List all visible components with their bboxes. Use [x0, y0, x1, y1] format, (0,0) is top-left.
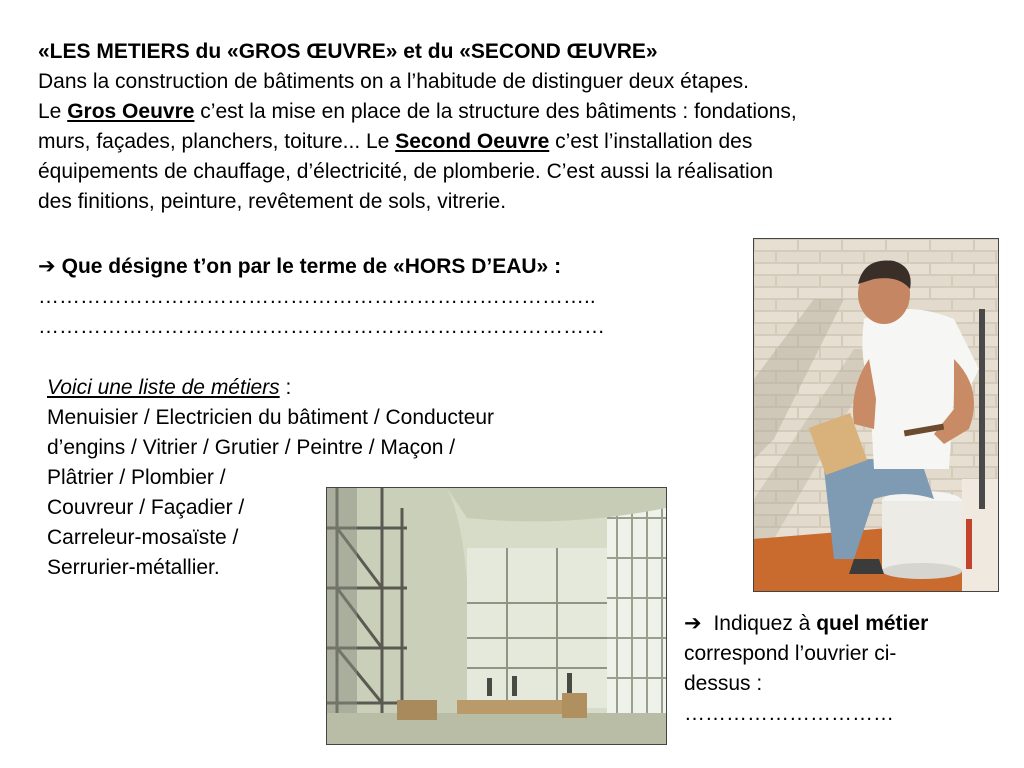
intro-paragraph [38, 37, 978, 217]
intro-line-3 [38, 127, 978, 157]
gros-oeuvre-term: Gros Oeuvre [67, 100, 195, 123]
job-list-line: Serrurier-métallier. [47, 556, 220, 579]
job-list-line: Carreleur-mosaïste / [47, 526, 239, 549]
job-list-heading-suffix: : [279, 376, 292, 399]
arrow-right-icon: ➔ [684, 612, 702, 635]
job-list-heading-line [47, 373, 647, 403]
job-list-line: Menuisier / Electricien du bâtiment / Conducteur [47, 406, 495, 429]
intro-line-5: des finitions, peinture, revêtement de sols, vitrerie. [38, 190, 507, 213]
question-hors-deau [38, 252, 738, 342]
building-interior-photo [326, 487, 667, 745]
page-title: «LES METIERS du «GROS ŒUVRE» et du «SECOND ŒUVRE» [38, 40, 658, 63]
question-2-line-2: correspond l’ouvrier ci- [684, 642, 897, 665]
intro-line-2 [38, 97, 978, 127]
intro-line-3-pre: murs, façades, planchers, toiture... Le [38, 130, 396, 153]
job-list-line: Couvreur / Façadier / [47, 496, 245, 519]
arrow-right-icon: ➔ [38, 255, 56, 278]
intro-line-2-post: c’est la mise en place de la structure des bâtiments : fondations, [194, 100, 797, 123]
job-list-line: d’engins / Vitrier / Grutier / Peintre / Maçon / [47, 436, 456, 459]
answer-dots-line-1: …………………………………………………………………….. [38, 285, 596, 308]
intro-line-1: Dans la construction de bâtiments on a l’habitude de distinguer deux étapes. [38, 70, 749, 93]
second-oeuvre-term: Second Oeuvre [395, 130, 550, 153]
question-2-bold: quel métier [816, 612, 929, 635]
question-2-line-1 [684, 609, 1004, 639]
intro-line-2-pre: Le [38, 100, 68, 123]
answer-dots-line-2: ……………………………………………………………………… [38, 315, 605, 338]
job-list-heading: Voici une liste de métiers [47, 376, 280, 399]
question-2-line-3: dessus : [684, 672, 763, 695]
question-1-text: Que désigne t’on par le terme de «HORS D’EAU» : [61, 255, 562, 278]
intro-line-4: équipements de chauffage, d’électricité, de plomberie. C’est aussi la réalisation [38, 160, 774, 183]
intro-line-3-post: c’est l’installation des [549, 130, 753, 153]
job-list-line: Plâtrier / Plombier / [47, 466, 226, 489]
question-2-pre: Indiquez à [707, 612, 817, 635]
question-1-line [38, 252, 738, 282]
question-which-job [684, 609, 1004, 729]
answer-dots-job: ………………………… [684, 702, 894, 725]
mason-worker-photo [753, 238, 999, 592]
